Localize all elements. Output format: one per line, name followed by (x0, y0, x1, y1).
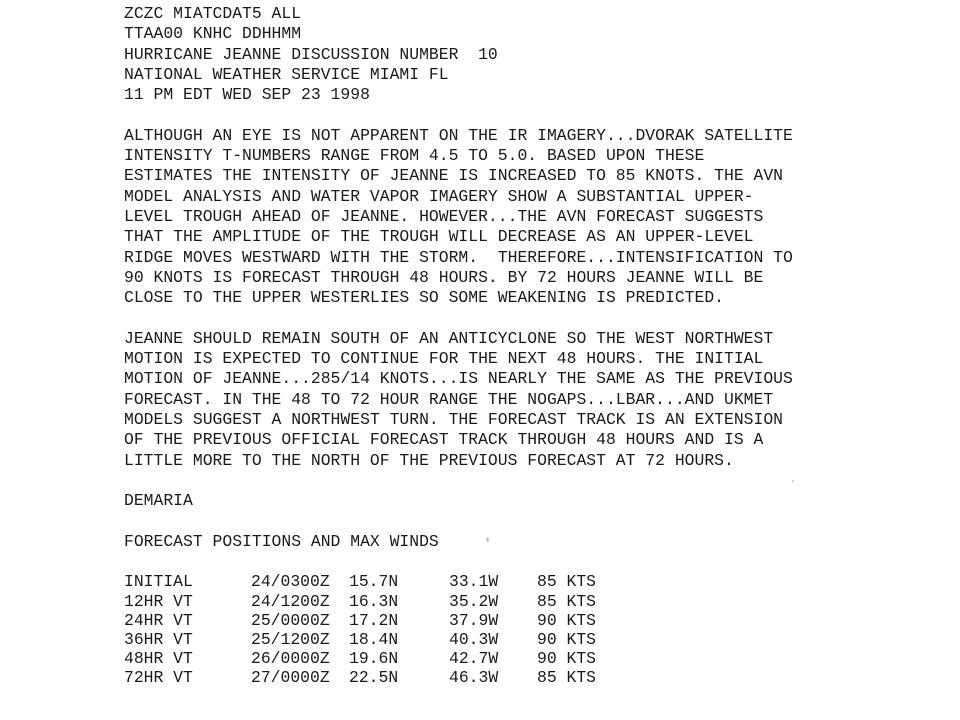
header-line: 11 PM EDT WED SEP 23 1998 (124, 85, 370, 105)
header-line: NATIONAL WEATHER SERVICE MIAMI FL (124, 64, 449, 84)
forecast-time: 25/0000Z (251, 610, 330, 630)
forecast-label: 36HR VT (124, 629, 193, 649)
spacer (124, 511, 924, 531)
forecast-label: 12HR VT (124, 591, 193, 611)
paragraph-intensity (124, 126, 924, 309)
header-line: TTAA00 KNHC DDHHMM (124, 24, 302, 44)
forecast-latitude: 19.6N (349, 649, 399, 669)
forecast-label: 72HR VT (124, 668, 193, 688)
text-line: CLOSE TO THE UPPER WESTERLIES SO SOME WEAKENING IS PREDICTED. (124, 288, 724, 308)
table-row (124, 572, 924, 591)
text-line: MODELS SUGGEST A NORTHWEST TURN. THE FORECAST TRACK IS AN EXTENSION (124, 409, 784, 429)
spacer (124, 552, 924, 572)
text-line: LEVEL TROUGH AHEAD OF JEANNE. HOWEVER...THE AVN FORECAST SUGGESTS (124, 206, 764, 226)
table-row (124, 649, 924, 668)
forecast-time: 25/1200Z (251, 629, 330, 649)
forecast-label: 48HR VT (124, 649, 193, 669)
scan-speck (486, 537, 489, 542)
paragraph-motion (124, 329, 924, 471)
forecast-time: 27/0000Z (251, 668, 330, 688)
table-row (124, 592, 924, 611)
spacer (124, 105, 924, 125)
text-line: LITTLE MORE TO THE NORTH OF THE PREVIOUS FORECAST AT 72 HOURS. (124, 450, 734, 470)
forecast-label: 24HR VT (124, 610, 193, 630)
forecast-wind: 90 KTS (537, 649, 597, 669)
forecast-longitude: 46.3W (449, 668, 499, 688)
forecast-wind: 85 KTS (537, 668, 597, 688)
forecast-wind: 90 KTS (537, 629, 597, 649)
forecast-latitude: 15.7N (349, 572, 399, 592)
forecast-wind: 85 KTS (537, 572, 597, 592)
forecast-latitude: 18.4N (349, 629, 399, 649)
forecast-longitude: 40.3W (449, 629, 499, 649)
text-line: FORECAST. IN THE 48 TO 72 HOUR RANGE THE NOGAPS...LBAR...AND UKMET (124, 389, 774, 409)
text-line: ESTIMATES THE INTENSITY OF JEANNE IS INCREASED TO 85 KNOTS. THE AVN (124, 166, 784, 186)
discussion-document (124, 4, 924, 687)
text-line: MOTION OF JEANNE...285/14 KNOTS...IS NEARLY THE SAME AS THE PREVIOUS (124, 369, 793, 389)
forecast-longitude: 37.9W (449, 610, 499, 630)
text-line: INTENSITY T-NUMBERS RANGE FROM 4.5 TO 5.0. BASED UPON THESE (124, 146, 705, 166)
text-line: JEANNE SHOULD REMAIN SOUTH OF AN ANTICYCLONE SO THE WEST NORTHWEST (124, 328, 774, 348)
forecast-longitude: 42.7W (449, 649, 499, 669)
text-line: MODEL ANALYSIS AND WATER VAPOR IMAGERY SHOW A SUBSTANTIAL UPPER- (124, 186, 754, 206)
forecast-longitude: 33.1W (449, 572, 499, 592)
header-line: HURRICANE JEANNE DISCUSSION NUMBER 10 (124, 44, 498, 64)
bulletin-header (124, 4, 924, 105)
forecast-table-title: FORECAST POSITIONS AND MAX WINDS (124, 531, 439, 551)
forecast-time: 24/0300Z (251, 572, 330, 592)
text-line: MOTION IS EXPECTED TO CONTINUE FOR THE NEXT 48 HOURS. THE INITIAL (124, 349, 764, 369)
forecast-wind: 90 KTS (537, 610, 597, 630)
table-row (124, 630, 924, 649)
forecast-label: INITIAL (124, 572, 193, 592)
text-line: OF THE PREVIOUS OFFICIAL FORECAST TRACK THROUGH 48 HOURS AND IS A (124, 430, 764, 450)
forecast-time: 26/0000Z (251, 649, 330, 669)
forecast-latitude: 17.2N (349, 610, 399, 630)
table-row (124, 611, 924, 630)
text-line: RIDGE MOVES WESTWARD WITH THE STORM. THEREFORE...INTENSIFICATION TO (124, 247, 793, 267)
forecast-latitude: 22.5N (349, 668, 399, 688)
scan-speck (792, 480, 794, 482)
table-row (124, 668, 924, 687)
forecast-wind: 85 KTS (537, 591, 597, 611)
forecast-table (124, 572, 924, 687)
spacer (124, 471, 924, 491)
forecaster-signature: DEMARIA (124, 491, 193, 511)
forecast-time: 24/1200Z (251, 591, 330, 611)
header-line: ZCZC MIATCDAT5 ALL (124, 4, 302, 23)
forecast-longitude: 35.2W (449, 591, 499, 611)
text-line: ALTHOUGH AN EYE IS NOT APPARENT ON THE IR IMAGERY...DVORAK SATELLITE (124, 125, 793, 145)
text-line: THAT THE AMPLITUDE OF THE TROUGH WILL DECREASE AS AN UPPER-LEVEL (124, 227, 754, 247)
spacer (124, 308, 924, 328)
text-line: 90 KNOTS IS FORECAST THROUGH 48 HOURS. BY 72 HOURS JEANNE WILL BE (124, 267, 764, 287)
forecast-latitude: 16.3N (349, 591, 399, 611)
